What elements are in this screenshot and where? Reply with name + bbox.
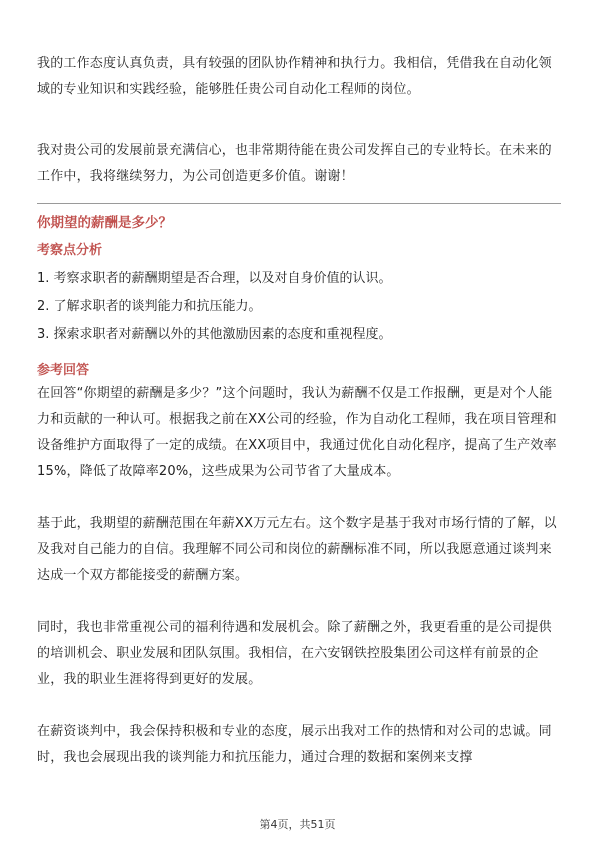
page-number: 第4页，共51页 — [259, 818, 336, 831]
list-item: 3. 探索求职者对薪酬以外的其他激励因素的态度和重视程度。 — [37, 327, 392, 342]
analysis-heading: 考察点分析 — [37, 243, 103, 258]
list-item: 1. 考察求职者的薪酬期望是否合理，以及对自身价值的认识。 — [37, 271, 392, 286]
answer-paragraph-1: 在回答“你期望的薪酬是多少？”这个问题时，我认为薪酬不仅是工作报酬，更是对个人能力和贡献的一种认可。根据我之前在XX公司的经验，作为自动化工程师，我在项目管理和设备维护方面取得了一定的成绩。在XX项目中，我通过优化自动化程序，提高了生产效率15%，降低了故障率20%，这些成果为公司节省了大量成本。 — [37, 386, 557, 479]
intro-paragraph-1: 我的工作态度认真负责，具有较强的团队协作精神和执行力。我相信，凭借我在自动化领域的专业知识和实践经验，能够胜任贵公司自动化工程师的岗位。 — [37, 56, 552, 97]
answer-body — [37, 381, 561, 797]
answer-paragraph-3: 同时，我也非常重视公司的福利待遇和发展机会。除了薪酬之外，我更看重的是公司提供的培训机会、职业发展和团队氛围。我相信，在六安钢铁控股集团公司这样有前景的企业，我的职业生涯将得到更好的发展。 — [37, 620, 552, 687]
list-item: 2. 了解求职者的谈判能力和抗压能力。 — [37, 299, 262, 314]
answer-paragraph-2: 基于此，我期望的薪酬范围在年薪XX万元左右。这个数字是基于我对市场行情的了解，以及我对自己能力的自信。我理解不同公司和岗位的薪酬标准不同，所以我愿意通过谈判来达成一个双方都能接受的薪酬方案。 — [37, 516, 557, 583]
answer-heading: 参考回答 — [37, 363, 90, 378]
analysis-list — [37, 265, 561, 349]
question-title: 你期望的薪酬是多少？ — [37, 215, 172, 231]
section-divider — [37, 203, 561, 204]
intro-paragraph-2: 我对贵公司的发展前景充满信心，也非常期待能在贵公司发挥自己的专业特长。在未来的工作中，我将继续努力，为公司创造更多价值。谢谢！ — [37, 143, 552, 184]
answer-paragraph-4: 在薪资谈判中，我会保持积极和专业的态度，展示出我对工作的热情和对公司的忠诚。同时，我也会展现出我的谈判能力和抗压能力，通过合理的数据和案例来支撑 — [37, 724, 552, 765]
